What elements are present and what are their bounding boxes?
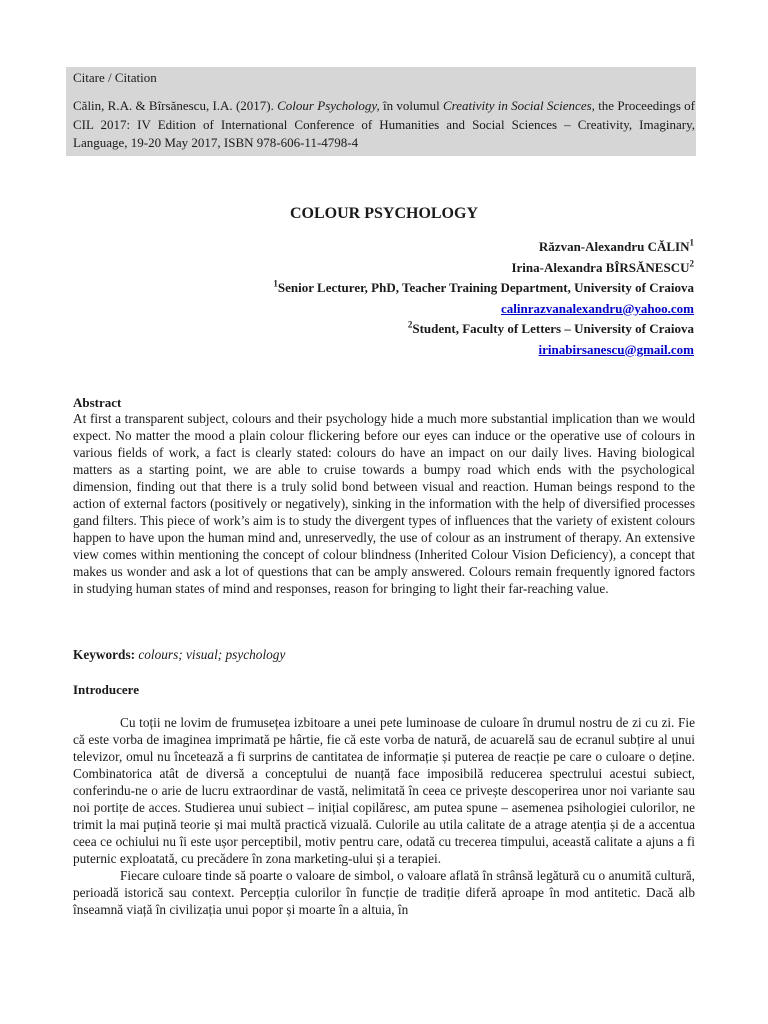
citation-volume-title: Creativity in Social Sciences, xyxy=(442,98,595,113)
citation-authors: Călin, R.A. & Bîrsănescu, I.A. (2017). xyxy=(73,98,278,113)
keywords-values: colours; visual; psychology xyxy=(135,647,286,662)
abstract-heading: Abstract xyxy=(73,395,122,410)
abstract-text: At first a transparent subject, colours and their psychology hide a much more substantial implication than we would expect. No matter the mood a plain colour flickering before our eyes can induce or the operative use of colours in various fields of work, a fact is clearly stated: colours do have an impact on our daily lives. Having biological matters as a starting point, we are able to cruise towards a bumpy road which ends with the psychological dimension, finding out that there is a truly solid bond between visual and reaction. Human beings respond to the action of external factors (positively or negatively), sinking in the information with the help of diversified processes gand filters. This piece of work’s aim is to study the divergent types of influences that the variety of existent colours happen to have upon the human mind and, unreservedly, the use of colour as an instrument of therapy. An extensive view comes within mentioning the concept of colour blindness (Inherited Colour Vision Deficiency), a concept that makes us wonder and ask a lot of questions that can be amply answered. Colours remain frequently ignored factors in studying human states of mind and responses, reason for bringing to light their far-reaching value. xyxy=(73,411,695,596)
affiliation-1: $^1$Senior Lecturer, PhD, Teacher Training Department, University of Craiova xyxy=(273,278,694,295)
author-2: Irina-Alexandra BÎRSĂNESCU$^2$ xyxy=(511,258,694,275)
paragraph-2: Fiecare culoare tinde să poarte o valoare de simbol, o valoare aflată în strânsă legătură cu o anumită cultură, perioadă istorică sau context. Percepția culorilor în funcție de tradiție diferă aproape în mod antitetic. Dacă alb înseamnă viață în civilizația unui popor și moarte în a altuia, în xyxy=(73,868,695,917)
email-2-row xyxy=(54,340,694,361)
keywords-line xyxy=(73,646,285,663)
paragraph-1: Cu toții ne lovim de frumusețea izbitoare a unei pete luminoase de culoare în drumul nostru de zi cu zi. Fie că este vorba de imaginea imprimată pe hârtie, fie că este vorba de natură, de acuarelă sau de ecranul subțire al unui televizor, omul nu încetează a fi surprins de cantitatea de informație și puterea de reacție pe care o culoare o deține. Combinatorica atât de diversă a conceptului de nuanță face imposibilă reducerea spectrului acestui subiect, conferindu-ne o arie de lucru extraordinar de vastă, nelimitată în ceea ce privește descoperirea unor noi variante sau noi portițe de acces. Studierea unui subiect – inițial copilăresc, am putea spune – asemenea psihologiei culorilor, ne trimit la mai puțină teorie și mai multă practică vizuală. Culorile au utila calitate de a atrage atenția și de a accentua ceea ce ochiului nu îi este ușor perceptibil, motiv pentru care, odată cu trecerea timpului, această calitate a ajuns a fi puternic exploatată, cu precădere în zona marketing-ului și a terapiei. xyxy=(73,715,695,866)
email-link-2[interactable]: irinabirsanescu@gmail.com xyxy=(538,341,694,357)
introduction-heading: Introducere xyxy=(73,682,139,697)
keywords-label: Keywords: xyxy=(73,647,136,662)
affiliation-2: $^2$Student, Faculty of Letters – University of Craiova xyxy=(407,319,694,336)
author-block xyxy=(54,237,694,360)
citation-label: Citare / Citation xyxy=(73,70,157,85)
citation-rest: the Proceedings of CIL 2017: IV Edition of International Conference of Humanities and Social Sciences – Creativity, Imaginary, Language, 19-20 May 2017, ISBN 978-606-11-4798-4 xyxy=(73,98,695,150)
introduction-body xyxy=(73,714,695,918)
citation-in-volume: în volumul xyxy=(379,98,443,113)
paper-title: COLOUR PSYCHOLOGY xyxy=(289,205,478,222)
email-1-row xyxy=(54,299,694,320)
author-1: Răzvan-Alexandru CĂLIN$^1$ xyxy=(538,237,694,254)
email-link-1[interactable]: calinrazvanalexandru@yahoo.com xyxy=(500,300,694,316)
citation-text xyxy=(73,97,695,153)
citation-paper-title: Colour Psychology, xyxy=(277,98,380,113)
